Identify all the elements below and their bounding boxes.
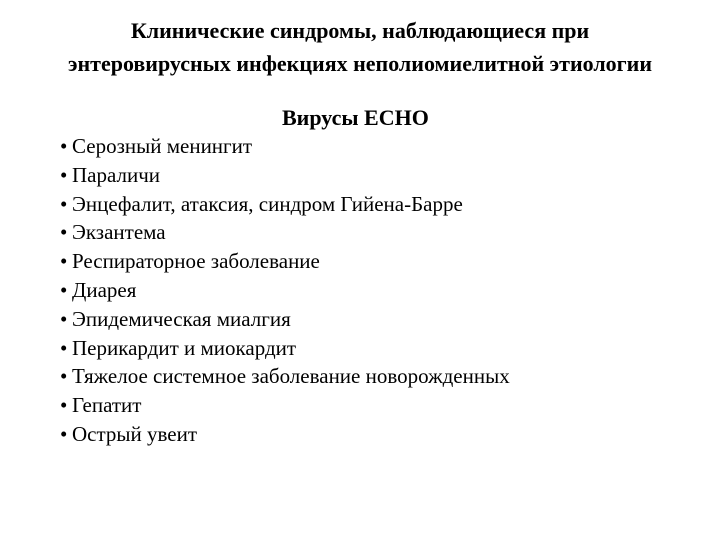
list-item-text: Диарея <box>72 277 137 302</box>
bullet-icon: • <box>60 306 68 331</box>
bullet-icon: • <box>60 220 68 245</box>
list-item-text: Острый увеит <box>72 421 198 446</box>
list-item-text: Параличи <box>72 162 161 187</box>
title-line-1: Клинические синдромы, наблюдающиеся при <box>130 18 590 43</box>
list-item <box>60 420 510 449</box>
list-item <box>60 247 510 276</box>
list-item-text: Эпидемическая миалгия <box>72 306 291 331</box>
list-item <box>60 305 510 334</box>
list-item-text: Энцефалит, атаксия, синдром Гийена-Барре <box>72 191 463 216</box>
bullet-icon: • <box>60 393 68 418</box>
list-item <box>60 132 510 161</box>
list-item <box>60 334 510 363</box>
bullet-icon: • <box>60 421 68 446</box>
list-item-text: Респираторное заболевание <box>72 249 320 274</box>
bullet-icon: • <box>60 335 68 360</box>
section-subtitle: Вирусы ЕСНО <box>282 105 429 130</box>
list-item <box>60 190 510 219</box>
list-item-text: Перикардит и миокардит <box>72 335 297 360</box>
list-item <box>60 276 510 305</box>
list-item <box>60 362 510 391</box>
list-item-text: Серозный менингит <box>72 134 253 158</box>
list-item <box>60 161 510 190</box>
bullet-icon: • <box>60 162 68 187</box>
list-item <box>60 391 510 420</box>
slide-title <box>0 14 720 80</box>
list-item-text: Экзантема <box>72 220 166 245</box>
bullet-icon: • <box>60 364 68 389</box>
bullet-list <box>60 132 510 449</box>
list-item <box>60 218 510 247</box>
title-line-2: энтеровирусных инфекциях неполиомиелитной этиологии <box>67 51 653 76</box>
list-item-text: Тяжелое системное заболевание новорожденных <box>72 364 510 389</box>
bullet-icon: • <box>60 134 68 158</box>
bullet-icon: • <box>60 191 68 216</box>
bullet-icon: • <box>60 249 68 274</box>
bullet-icon: • <box>60 277 68 302</box>
list-item-text: Гепатит <box>72 393 142 418</box>
